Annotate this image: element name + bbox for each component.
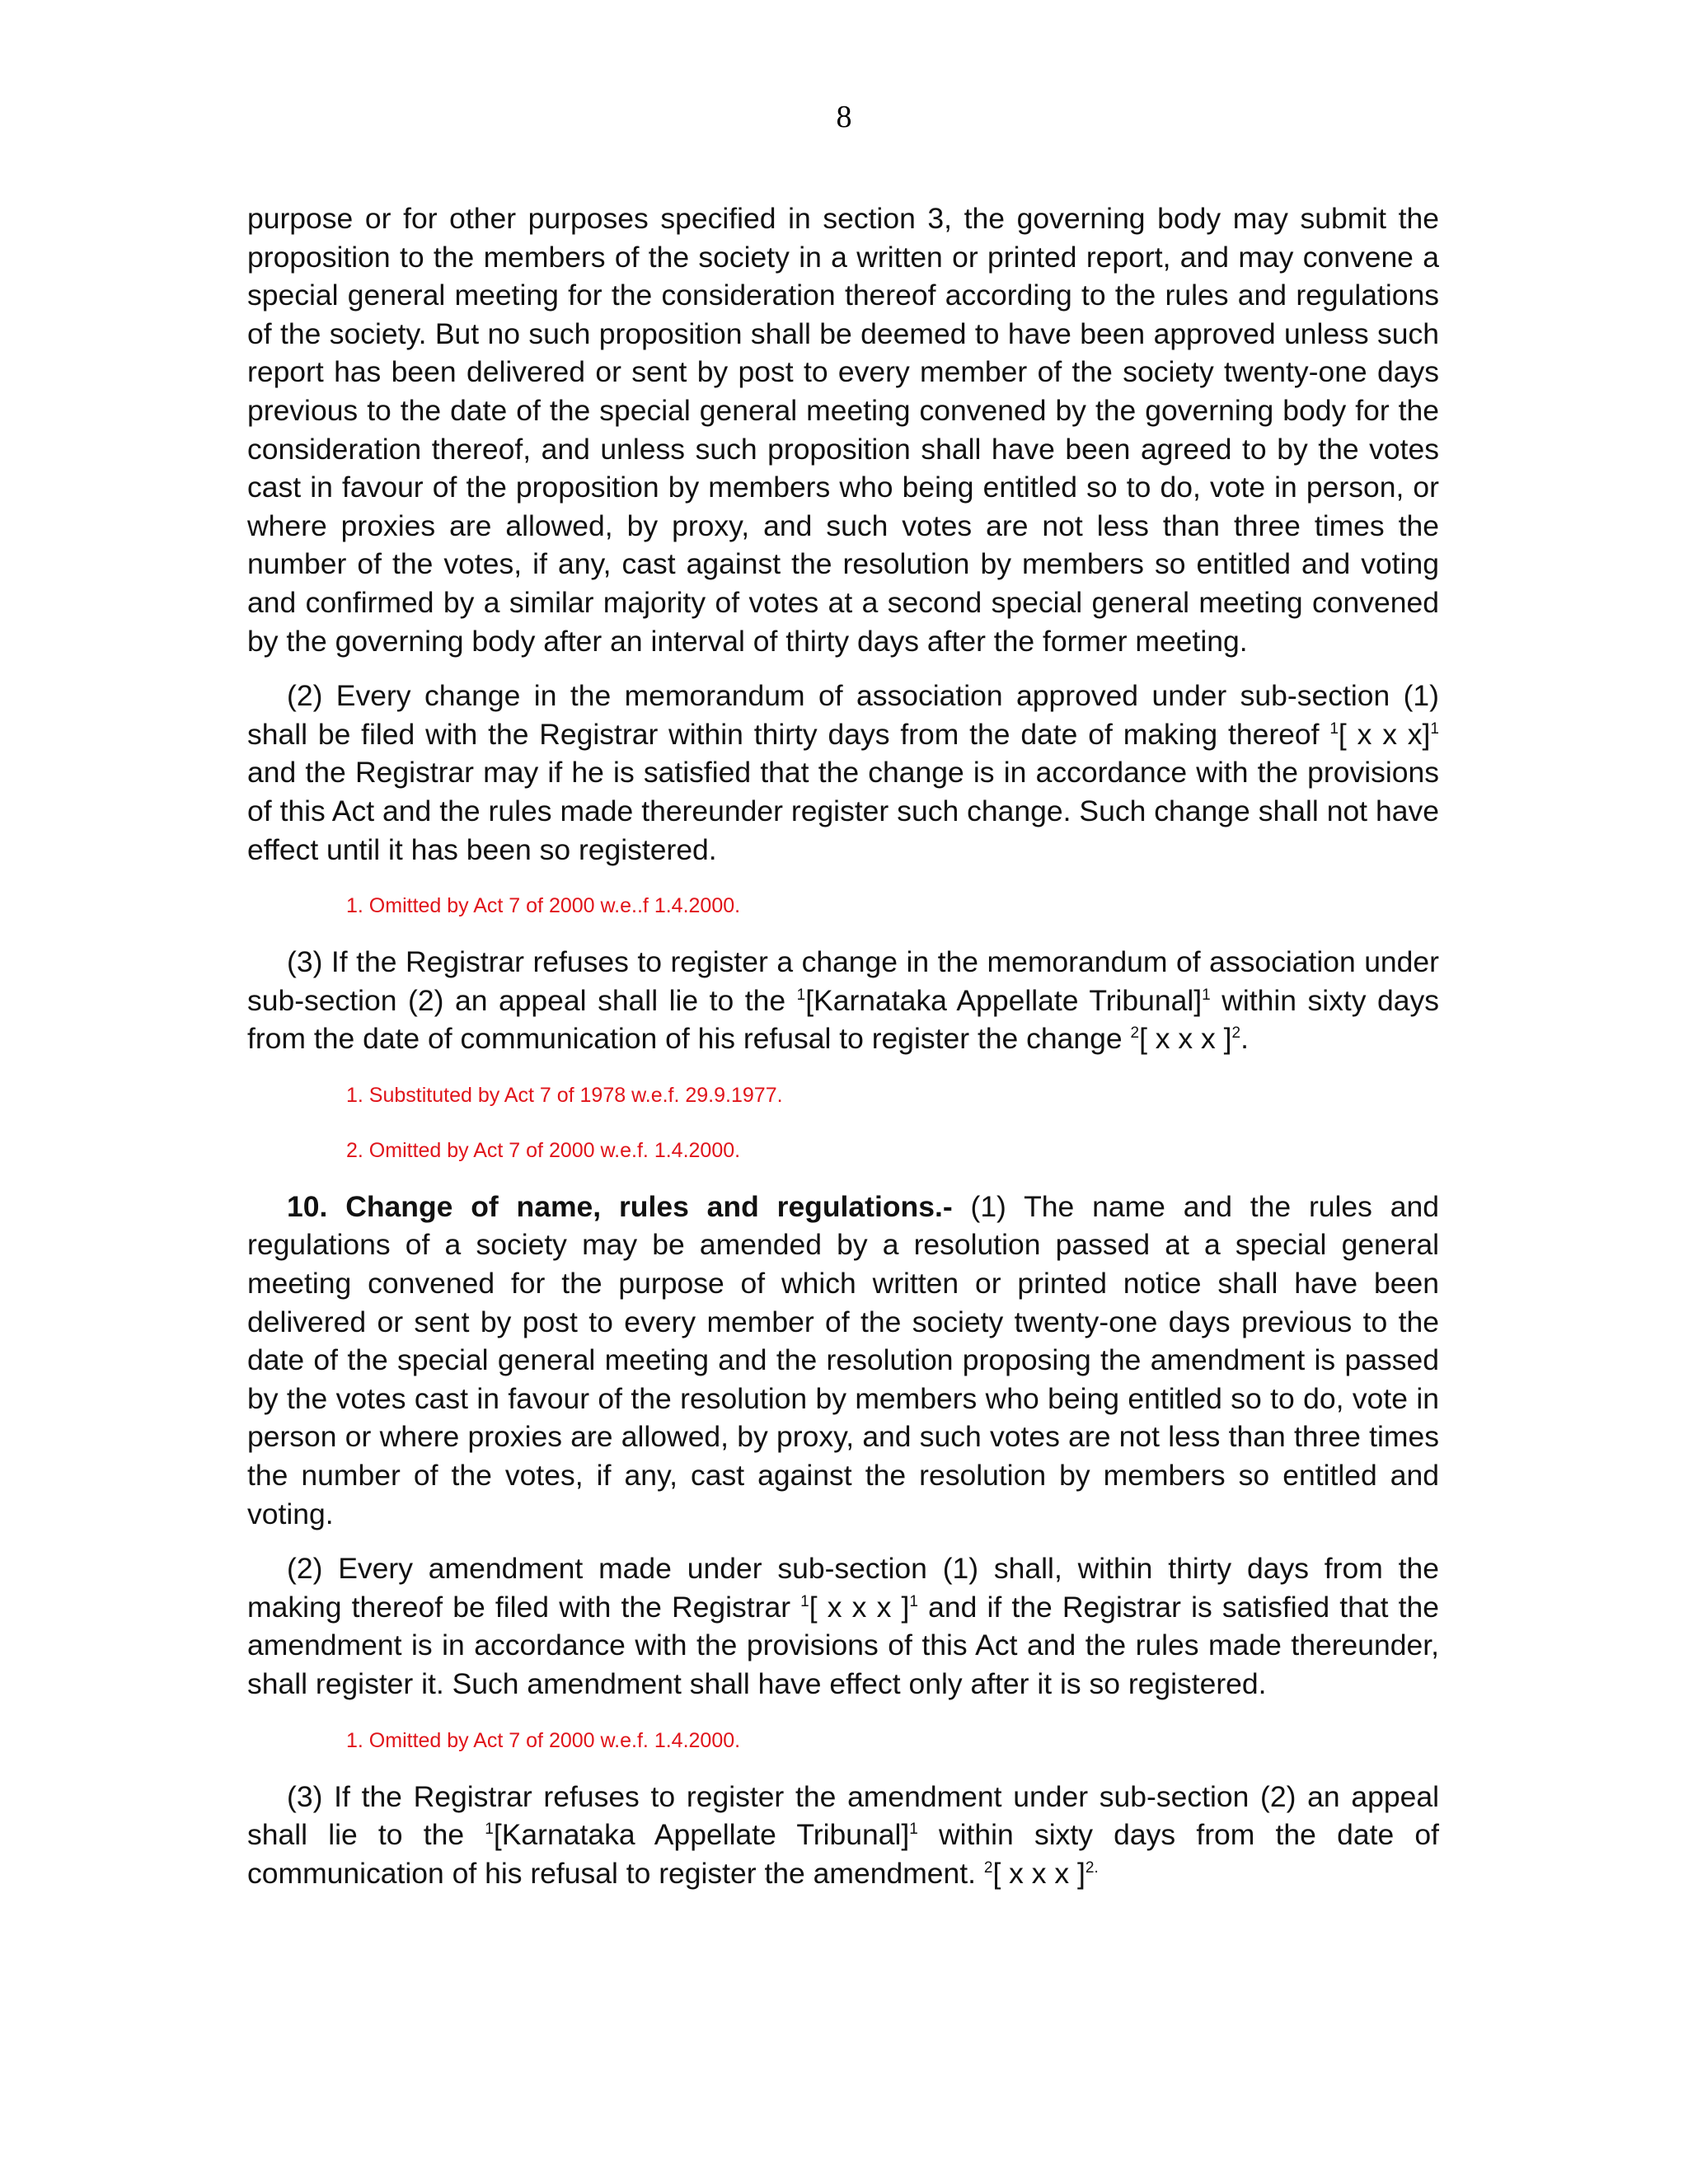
footnote-marker: 2. bbox=[1085, 1858, 1099, 1877]
footnote-marker: 2 bbox=[983, 1858, 993, 1877]
footnote-marker: 1 bbox=[1329, 719, 1339, 738]
text-segment: and the Registrar may if he is satisfied that the change is in accordance with the provisions of this Act and the rules made thereunder register such change. Such change shall not have effect until it has been so registered. bbox=[247, 756, 1439, 866]
paragraph-subsection-2 bbox=[247, 677, 1439, 869]
footnote-marker: 2 bbox=[1231, 1024, 1241, 1043]
footnote-marker: 1 bbox=[1430, 719, 1439, 738]
section-heading: 10. Change of name, rules and regulations.- bbox=[287, 1189, 953, 1223]
omitted-text-marker: [ x x x ] bbox=[1139, 1022, 1232, 1056]
paragraph-continued: purpose or for other purposes specified in section 3, the governing body may submit the proposition to the members of the society in a written or printed report, and may convene a special general meeting for the consideration thereof according to the rules and regulations of the society. But no such proposition shall be deemed to have been approved unless such report has been delivered or sent by post to every member of the society twenty-one days previous to the date of the special general meeting convened by the governing body for the consideration thereof, and unless such proposition shall have been agreed to by the votes cast in favour of the proposition by members who being entitled so to do, vote in person, or where proxies are allowed, by proxy, and such votes are not less than three times the number of the votes, if any, cast against the resolution by members so entitled and voting and confirmed by a similar majority of votes at a second special general meeting convened by the governing body after an interval of thirty days after the former meeting. bbox=[247, 202, 1439, 658]
text-segment: within sixty days from the date of communication of his refusal to register the change bbox=[247, 983, 1440, 1056]
text-segment: . bbox=[1240, 1022, 1249, 1056]
text-segment: within sixty days from the date of communication of his refusal to register the amendment. bbox=[247, 1818, 1440, 1890]
text-segment: (1) The name and the rules and regulations of a society may be amended by a resolution passed at a special general meeting convened for the purpose of which written or printed notice shall have been delivered or sent by post to every member of the society twenty-one days previous to the date of the special general meeting and the resolution proposing the amendment is passed by the votes cast in favour of the resolution by members who being entitled so to do, vote in person or where proxies are allowed, by proxy, and such votes are not less than three times the number of the votes, if any, cast against the resolution by members so entitled and voting. bbox=[247, 1189, 1439, 1530]
paragraph-subsection-3 bbox=[247, 1778, 1439, 1893]
text-segment: (3) If the Registrar refuses to register a change in the memorandum of association under sub-section (2) an appeal shall lie to the bbox=[247, 945, 1439, 1017]
footnote-marker: 1 bbox=[800, 1592, 809, 1610]
section-10-paragraph bbox=[247, 1188, 1439, 1533]
substituted-text: [Karnataka Appellate Tribunal] bbox=[805, 983, 1203, 1017]
omitted-text-marker: [ x x x ] bbox=[992, 1856, 1085, 1890]
footnote-marker: 1 bbox=[909, 1821, 918, 1839]
text-segment: (3) If the Registrar refuses to register the amendment under sub-section (2) an appeal shall lie to the bbox=[247, 1779, 1439, 1852]
paragraph-subsection-2 bbox=[247, 1549, 1439, 1703]
omitted-text-marker: [ x x x] bbox=[1338, 717, 1431, 751]
footnote-marker: 1 bbox=[485, 1821, 494, 1839]
text-segment: (2) Every change in the memorandum of association approved under sub-section (1) shall be filed with the Registrar within thirty days from the date of making thereof bbox=[247, 679, 1439, 751]
substituted-text: [Karnataka Appellate Tribunal] bbox=[493, 1818, 910, 1852]
amendment-note: 1. Substituted by Act 7 of 1978 w.e.f. 29.9.1977. bbox=[346, 1083, 783, 1107]
footnote-marker: 1 bbox=[1202, 986, 1211, 1004]
amendment-note: 1. Omitted by Act 7 of 2000 w.e.f. 1.4.2000. bbox=[346, 1728, 741, 1752]
paragraph-subsection-3 bbox=[247, 943, 1439, 1058]
text-segment: (2) Every amendment made under sub-section (1) shall, within thirty days from the making thereof be filed with the Registrar bbox=[247, 1552, 1439, 1624]
text-segment: and if the Registrar is satisfied that the amendment is in accordance with the provisions of this Act and the rules made thereunder, shall register it. Such amendment shall have effect only after it is so registered. bbox=[247, 1590, 1439, 1700]
omitted-text-marker: [ x x x ] bbox=[809, 1590, 910, 1624]
footnote-marker: 2 bbox=[1130, 1024, 1140, 1043]
page-number: 8 bbox=[836, 100, 852, 134]
footnote-marker: 1 bbox=[909, 1592, 918, 1610]
document-body bbox=[247, 199, 1439, 1892]
footnote-marker: 1 bbox=[796, 986, 806, 1004]
amendment-note: 1. Omitted by Act 7 of 2000 w.e..f 1.4.2000. bbox=[346, 894, 741, 918]
amendment-note: 2. Omitted by Act 7 of 2000 w.e.f. 1.4.2000. bbox=[346, 1138, 741, 1162]
